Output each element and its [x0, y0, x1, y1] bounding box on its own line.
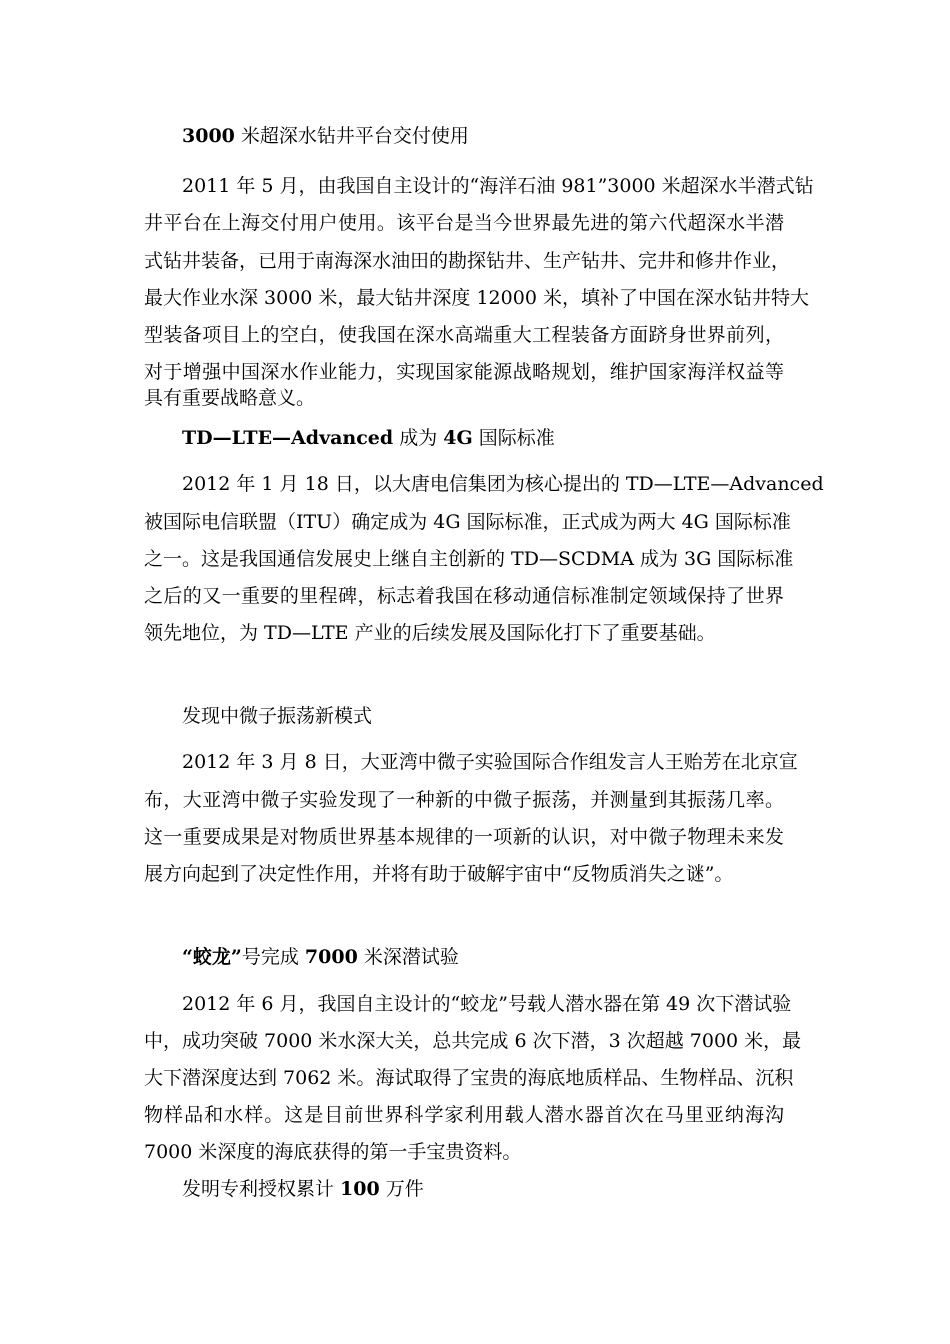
section-heading: TD—LTE—Advanced 成为 4G 国际标准 [182, 427, 555, 449]
paragraph-line: 这一重要成果是对物质世界基本规律的一项新的认识，对中微子物理未来发 [144, 826, 784, 848]
paragraph-line: 2012 年 3 月 8 日，大亚湾中微子实验国际合作组发言人王贻芳在北京宣 [182, 751, 798, 773]
paragraph-line: 2012 年 1 月 18 日，以大唐电信集团为核心提出的 TD—LTE—Advanced [182, 473, 824, 495]
paragraph-line: 物样品和水样。这是目前世界科学家利用载人潜水器首次在马里亚纳海沟 [144, 1104, 784, 1126]
section-heading: “蛟龙”号完成 7000 米深潜试验 [182, 946, 459, 968]
paragraph-line: 7000 米深度的海底获得的第一手宝贵资料。 [144, 1141, 522, 1163]
section-heading: 3000 米超深水钻井平台交付使用 [182, 125, 469, 147]
paragraph-line: 领先地位，为 TD—LTE 产业的后续发展及国际化打下了重要基础。 [144, 622, 716, 644]
paragraph-line: 中，成功突破 7000 米水深大关，总共完成 6 次下潜，3 次超越 7000 米，最 [144, 1030, 802, 1052]
paragraph-line: 布，大亚湾中微子实验发现了一种新的中微子振荡，并测量到其振荡几率。 [144, 789, 784, 811]
paragraph-line: 最大作业水深 3000 米，最大钻井深度 12000 米，填补了中国在深水钻井特大 [144, 287, 809, 309]
paragraph-line: 2012 年 6 月，我国自主设计的“蛟龙”号载人潜水器在第 49 次下潜试验 [182, 993, 792, 1015]
paragraph-line: 井平台在上海交付用户使用。该平台是当今世界最先进的第六代超深水半潜 [144, 212, 784, 234]
paragraph-line: 之后的又一重要的里程碑，标志着我国在移动通信标准制定领域保持了世界 [144, 585, 784, 607]
paragraph-line: 被国际电信联盟（ITU）确定成为 4G 国际标准，正式成为两大 4G 国际标准 [144, 511, 791, 533]
paragraph-line: 式钻井装备，已用于南海深水油田的勘探钻井、生产钻井、完井和修井作业， [144, 250, 791, 272]
paragraph-line: 对于增强中国深水作业能力，实现国家能源战略规划，维护国家海洋权益等 [144, 361, 784, 383]
paragraph-line: 型装备项目上的空白，使我国在深水高端重大工程装备方面跻身世界前列， [144, 324, 784, 346]
paragraph-line: 2011 年 5 月，由我国自主设计的“海洋石油 981”3000 米超深水半潜式钻 [182, 175, 814, 197]
section-heading: 发明专利授权累计 100 万件 [182, 1178, 424, 1200]
paragraph-line: 大下潜深度达到 7062 米。海试取得了宝贵的海底地质样品、生物样品、沉积 [144, 1067, 794, 1089]
paragraph-line: 之一。这是我国通信发展史上继自主创新的 TD—SCDMA 成为 3G 国际标准 [144, 548, 794, 570]
paragraph-line: 展方向起到了决定性作用，并将有助于破解宇宙中“反物质消失之谜”。 [144, 863, 734, 885]
section-heading: 发现中微子振荡新模式 [182, 705, 373, 727]
paragraph-line: 具有重要战略意义。 [144, 387, 316, 409]
